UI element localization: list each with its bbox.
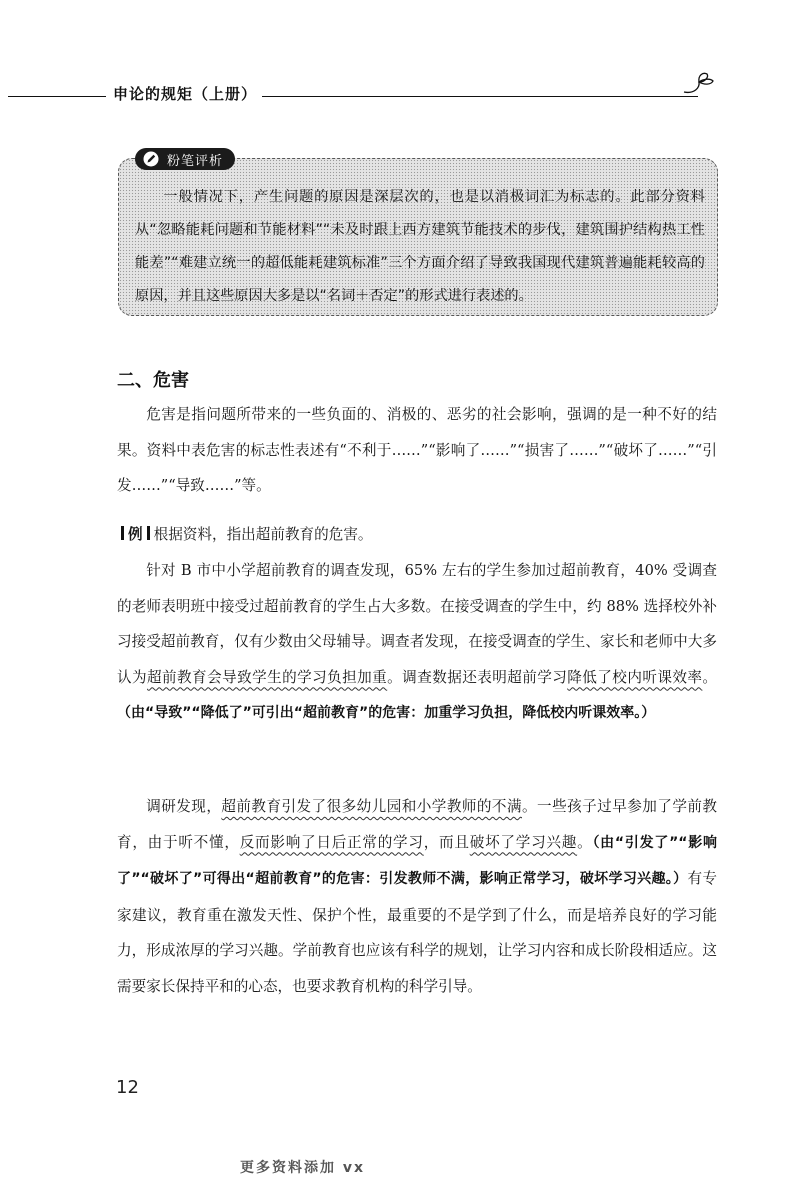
research-note: （由“引发了”“影响了”“破坏了”可得出“超前教育”的危害：引发教师不满，影响正常学习，破坏学习兴趣。） bbox=[117, 834, 717, 887]
page-number: 12 bbox=[116, 1077, 139, 1098]
example-bar-left bbox=[121, 526, 124, 540]
commentary-text: 一般情况下，产生问题的原因是深层次的，也是以消极词汇为标志的。此部分资料从“忽略能耗问题和节能材料”“未及时跟上西方建筑节能技术的步伐，建筑围护结构热工性能差”“难建立统一的超低能耗建筑标准”三个方面介绍了导致我国现代建筑普遍能耗较高的原因，并且这些原因大多是以“名词＋否定”的形式进行表述的。 bbox=[135, 189, 705, 304]
survey-note: （由“导致”“降低了”可引出“超前教育”的危害：加重学习负担，降低校内听课效率。） bbox=[117, 705, 656, 721]
research-text-5: 有专家建议，教育重在激发天性、保护个性，最重要的不是学到了什么，而是培养良好的学习能力，形成浓厚的学习兴趣。学前教育也应该有科学的规划，让学习内容和成长阶段相适应。这需要家长保持平和的心态，也要求教育机构的科学引导。 bbox=[117, 870, 717, 995]
section-title: 二、危害 bbox=[117, 370, 189, 391]
research-underline-2: 反而影响了日后正常的学习 bbox=[239, 833, 424, 851]
survey-underline-2: 降低了校内听课效率 bbox=[567, 668, 703, 686]
research-paragraph bbox=[117, 789, 717, 1004]
pencil-icon bbox=[143, 151, 159, 167]
commentary-tag-label: 粉笔评析 bbox=[167, 153, 224, 169]
example-prompt: 根据资料，指出超前教育的危害。 bbox=[153, 526, 373, 543]
definition-paragraph: 危害是指问题所带来的一些负面的、消极的、恶劣的社会影响，强调的是一种不好的结果。资料中表危害的标志性表述有“不利于……”“影响了……”“损害了……”“破坏了……”“引发……”“导致……”等。 bbox=[117, 406, 717, 494]
footer-watermark-text: 更多资料添加 vx bbox=[240, 1160, 366, 1176]
research-text-4: 。 bbox=[577, 833, 593, 851]
running-header bbox=[0, 78, 800, 108]
survey-text-1: 针对 B 市中小学超前教育的调查发现，65% 左右的学生参加过超前教育，40% 受调查的老师表明班中接受过超前教育的学生占大多数。在接受调查的学生中，约 88% 选择校外补习接受超前教育，仅有少数由父母辅导。调查者发现，在接受调查的学生、家长和老师中大多认为 bbox=[117, 562, 717, 686]
research-underline-3: 破坏了学习兴趣 bbox=[469, 833, 578, 851]
survey-paragraph bbox=[117, 553, 717, 732]
survey-underline-1: 超前教育会导致学生的学习负担加重 bbox=[147, 668, 388, 686]
research-text-1: 调研发现， bbox=[146, 798, 222, 815]
header-rule-left bbox=[8, 96, 106, 97]
research-text-3: ，而且 bbox=[423, 833, 470, 851]
example-bar-right bbox=[147, 526, 150, 540]
example-label: 例 bbox=[128, 526, 143, 543]
example-line bbox=[117, 517, 717, 553]
book-title: 申论的规矩（上册） bbox=[113, 85, 258, 103]
commentary-tag bbox=[135, 148, 235, 170]
survey-text-3: 。 bbox=[702, 668, 717, 686]
header-rule-right bbox=[262, 96, 698, 97]
survey-text-2: 。调查数据还表明超前学习 bbox=[387, 668, 568, 686]
research-underline-1: 超前教育引发了很多幼儿园和小学教师的不满 bbox=[221, 798, 522, 815]
sprout-icon bbox=[682, 70, 716, 98]
commentary-box bbox=[118, 153, 718, 316]
research-text-2: 。一些孩子过早参加了学前教育，由于听不懂， bbox=[117, 798, 717, 851]
